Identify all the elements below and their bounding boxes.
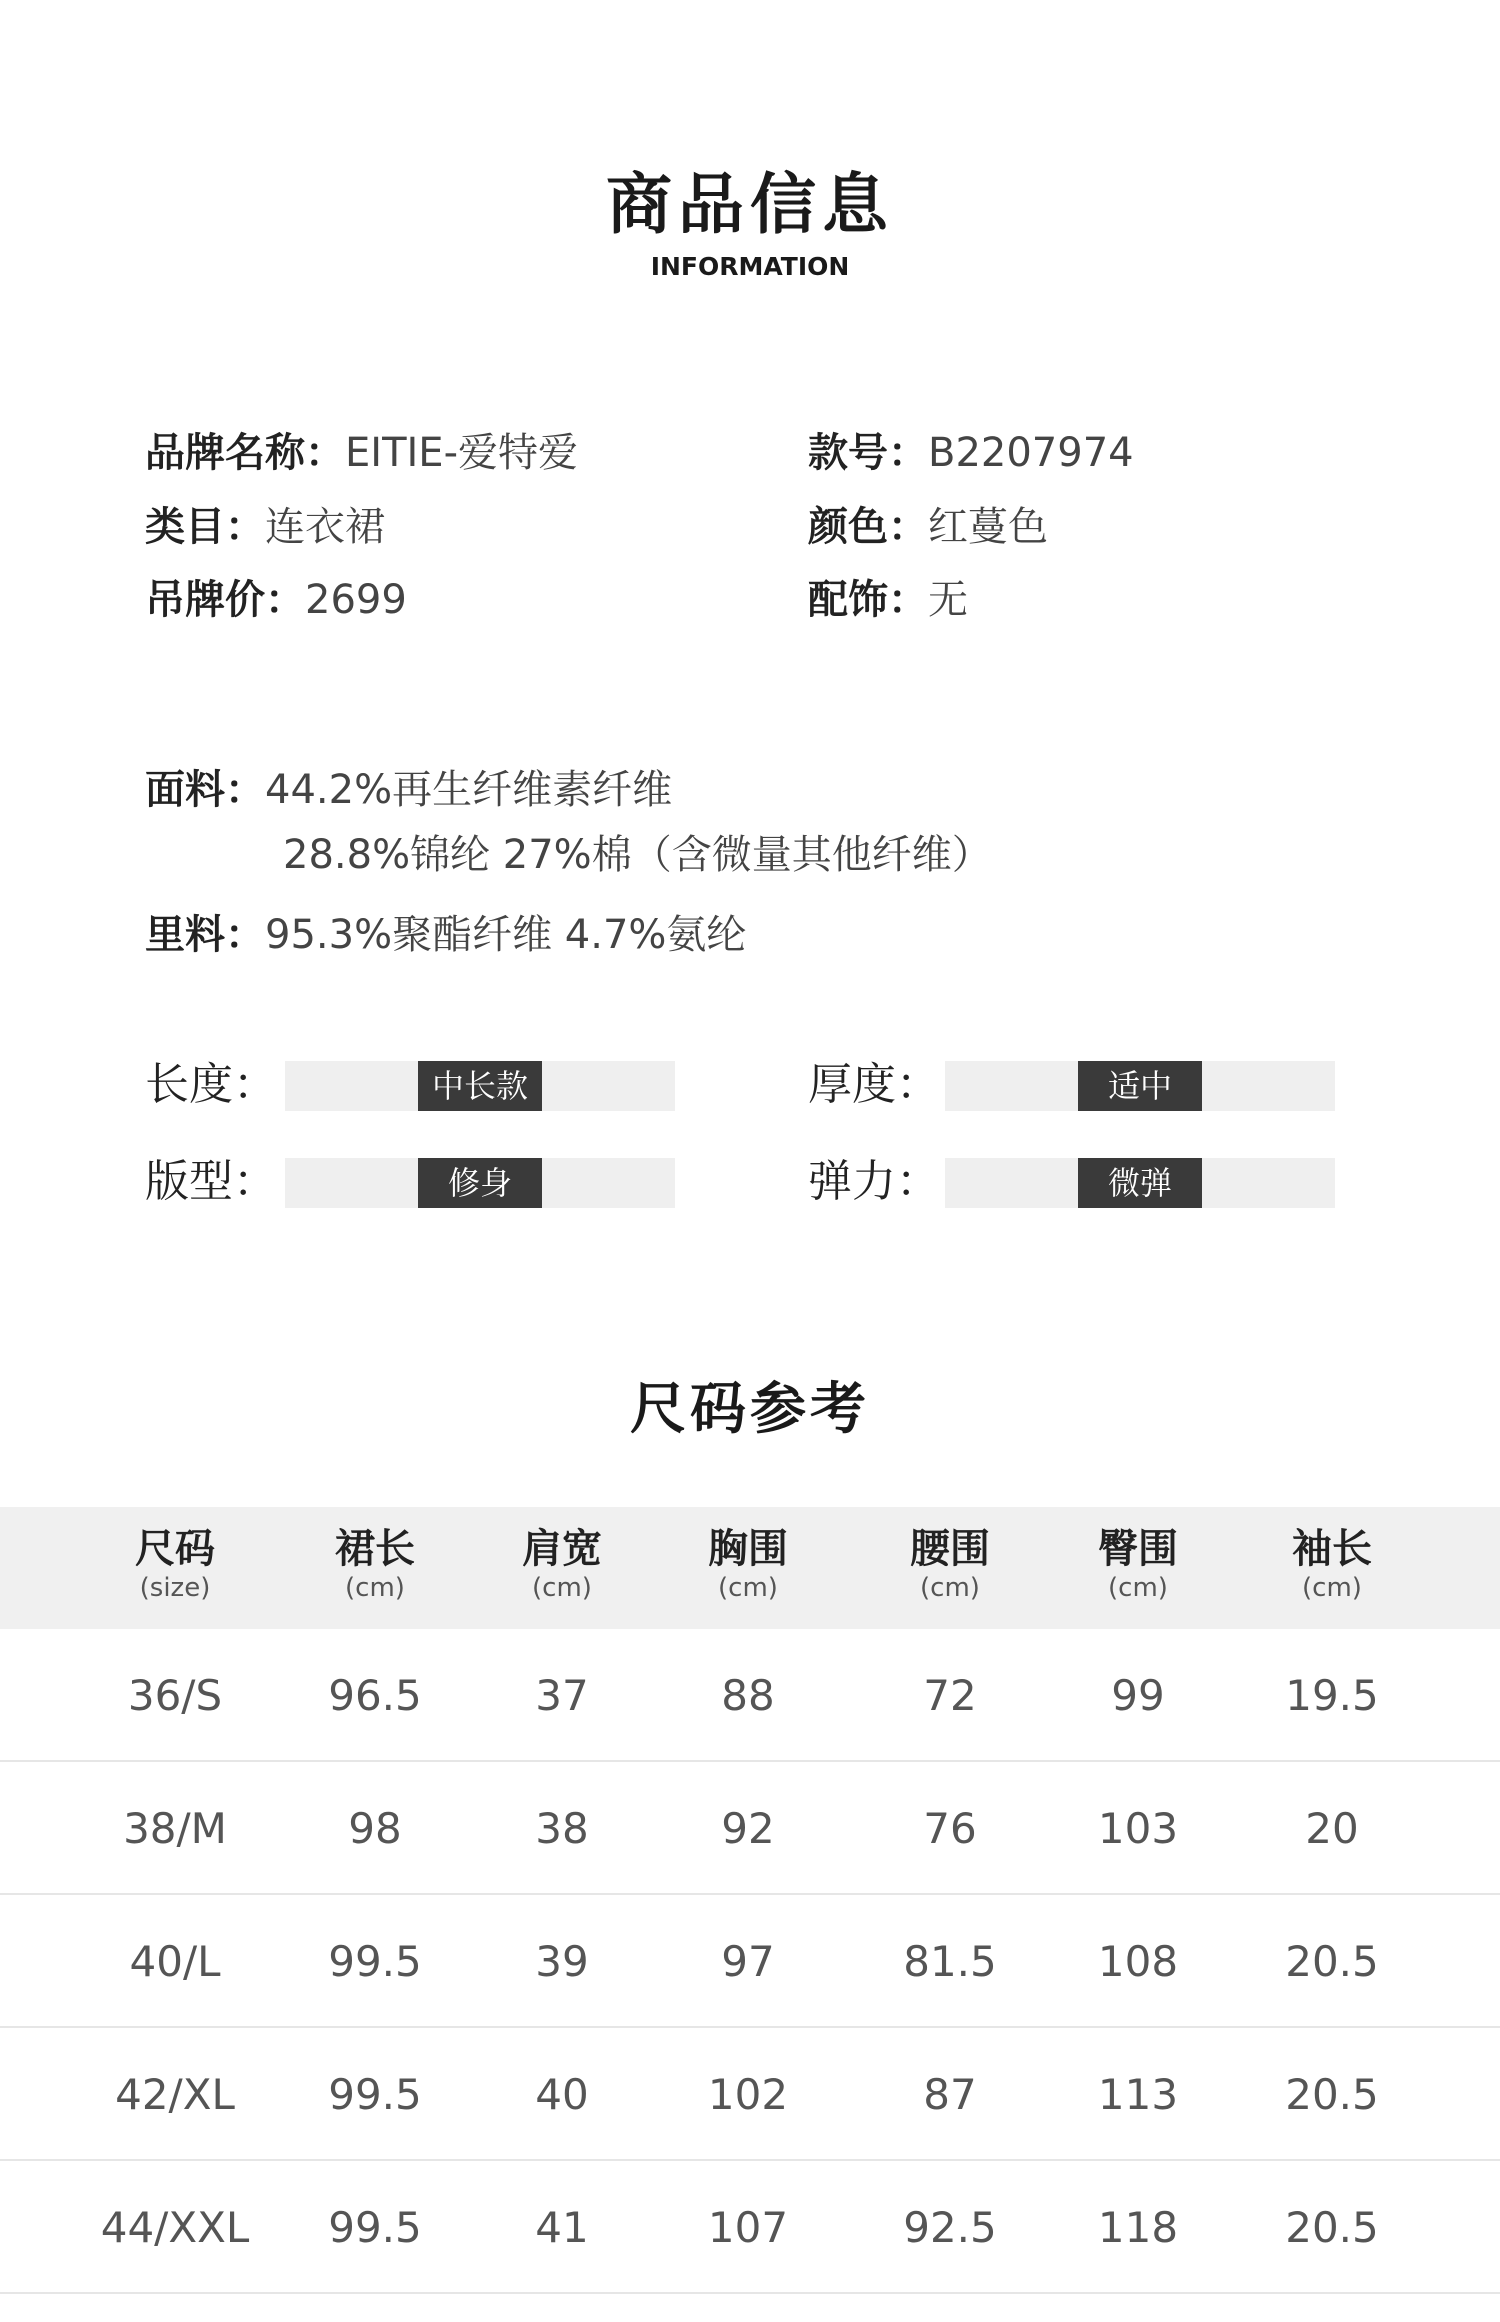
price-label: 吊牌价： xyxy=(145,577,305,623)
table-cell: 20.5 xyxy=(1285,2203,1379,2252)
stretch-scale xyxy=(945,1158,1335,1208)
style-no-label: 款号： xyxy=(808,430,928,476)
info-row-color xyxy=(808,502,1048,552)
table-cell: 37 xyxy=(535,1671,589,1720)
table-cell: 99.5 xyxy=(328,2203,422,2252)
table-cell: 20 xyxy=(1305,1804,1359,1853)
lining-value: 95.3%聚酯纤维 4.7%氨纶 xyxy=(265,912,747,958)
header-bust: 胸围 (cm) xyxy=(708,1526,788,1603)
table-row xyxy=(0,1762,1500,1895)
header-hip: 臀围 (cm) xyxy=(1098,1526,1178,1603)
lining-row xyxy=(145,910,746,960)
table-cell: 38/M xyxy=(123,1804,227,1853)
header-skirt-length: 裙长 (cm) xyxy=(335,1526,415,1603)
table-cell: 40/L xyxy=(129,1937,221,1986)
table-cell: 113 xyxy=(1097,2070,1179,2119)
table-cell: 39 xyxy=(535,1937,589,1986)
table-cell: 87 xyxy=(923,2070,977,2119)
info-row-brand xyxy=(145,428,578,478)
header-sleeve: 袖长 (cm) xyxy=(1292,1526,1372,1603)
table-cell: 81.5 xyxy=(903,1937,997,1986)
size-title: 尺码参考 xyxy=(630,1377,870,1442)
table-row xyxy=(0,2028,1500,2161)
table-cell: 98 xyxy=(348,1804,402,1853)
table-row xyxy=(0,1895,1500,2028)
fit-scale xyxy=(285,1158,675,1208)
table-cell: 42/XL xyxy=(115,2070,235,2119)
fit-value: 修身 xyxy=(418,1158,542,1208)
table-cell: 19.5 xyxy=(1285,1671,1379,1720)
table-cell: 92 xyxy=(721,1804,775,1853)
thickness-label: 厚度： xyxy=(808,1059,940,1110)
accessory-value: 无 xyxy=(928,577,968,623)
size-table-header xyxy=(0,1507,1500,1629)
category-label: 类目： xyxy=(145,504,265,550)
info-row-price xyxy=(145,575,407,625)
table-cell: 118 xyxy=(1097,2203,1179,2252)
size-table xyxy=(0,1507,1500,2294)
table-cell: 36/S xyxy=(127,1671,223,1720)
thickness-value: 适中 xyxy=(1078,1061,1202,1111)
style-no-value: B2207974 xyxy=(928,430,1134,476)
stretch-label: 弹力： xyxy=(808,1156,940,1207)
table-row xyxy=(0,1629,1500,1762)
header-waist: 腰围 (cm) xyxy=(910,1526,990,1603)
table-cell: 41 xyxy=(535,2203,589,2252)
info-subtitle: INFORMATION xyxy=(650,252,850,281)
table-cell: 96.5 xyxy=(328,1671,422,1720)
length-value: 中长款 xyxy=(418,1061,542,1111)
table-cell: 88 xyxy=(721,1671,775,1720)
info-row-style-no xyxy=(808,428,1134,478)
lining-label: 里料： xyxy=(145,912,265,958)
thickness-scale xyxy=(945,1061,1335,1111)
table-cell: 99.5 xyxy=(328,2070,422,2119)
table-cell: 108 xyxy=(1097,1937,1179,1986)
price-value: 2699 xyxy=(305,577,407,623)
header-shoulder: 肩宽 (cm) xyxy=(522,1526,602,1603)
category-value: 连衣裙 xyxy=(265,504,385,550)
header-size: 尺码 (size) xyxy=(135,1526,215,1603)
brand-label: 品牌名称： xyxy=(145,430,345,476)
info-row-category xyxy=(145,502,385,552)
table-cell: 20.5 xyxy=(1285,1937,1379,1986)
color-label: 颜色： xyxy=(808,504,928,550)
table-cell: 99.5 xyxy=(328,1937,422,1986)
table-cell: 103 xyxy=(1097,1804,1179,1853)
stretch-value: 微弹 xyxy=(1078,1158,1202,1208)
table-cell: 72 xyxy=(923,1671,977,1720)
table-cell: 107 xyxy=(707,2203,789,2252)
accessory-label: 配饰： xyxy=(808,577,928,623)
length-scale xyxy=(285,1061,675,1111)
table-cell: 102 xyxy=(707,2070,789,2119)
outer-fabric-value-2: 28.8%锦纶 27%棉（含微量其他纤维） xyxy=(283,832,992,878)
table-cell: 40 xyxy=(535,2070,589,2119)
table-cell: 97 xyxy=(721,1937,775,1986)
outer-fabric-label: 面料： xyxy=(145,767,265,813)
table-row xyxy=(0,2161,1500,2294)
fit-label: 版型： xyxy=(145,1156,277,1207)
outer-fabric-value-1: 44.2%再生纤维素纤维 xyxy=(265,767,673,813)
info-row-accessory xyxy=(808,575,968,625)
table-cell: 99 xyxy=(1111,1671,1165,1720)
brand-value: EITIE-爱特爱 xyxy=(345,430,579,476)
table-cell: 92.5 xyxy=(903,2203,997,2252)
info-title: 商品信息 xyxy=(606,166,894,243)
outer-fabric-line1 xyxy=(145,765,672,815)
table-cell: 20.5 xyxy=(1285,2070,1379,2119)
table-cell: 44/XXL xyxy=(100,2203,250,2252)
length-label: 长度： xyxy=(145,1059,277,1110)
color-value: 红蔓色 xyxy=(928,504,1048,550)
table-cell: 76 xyxy=(923,1804,977,1853)
table-cell: 38 xyxy=(535,1804,589,1853)
